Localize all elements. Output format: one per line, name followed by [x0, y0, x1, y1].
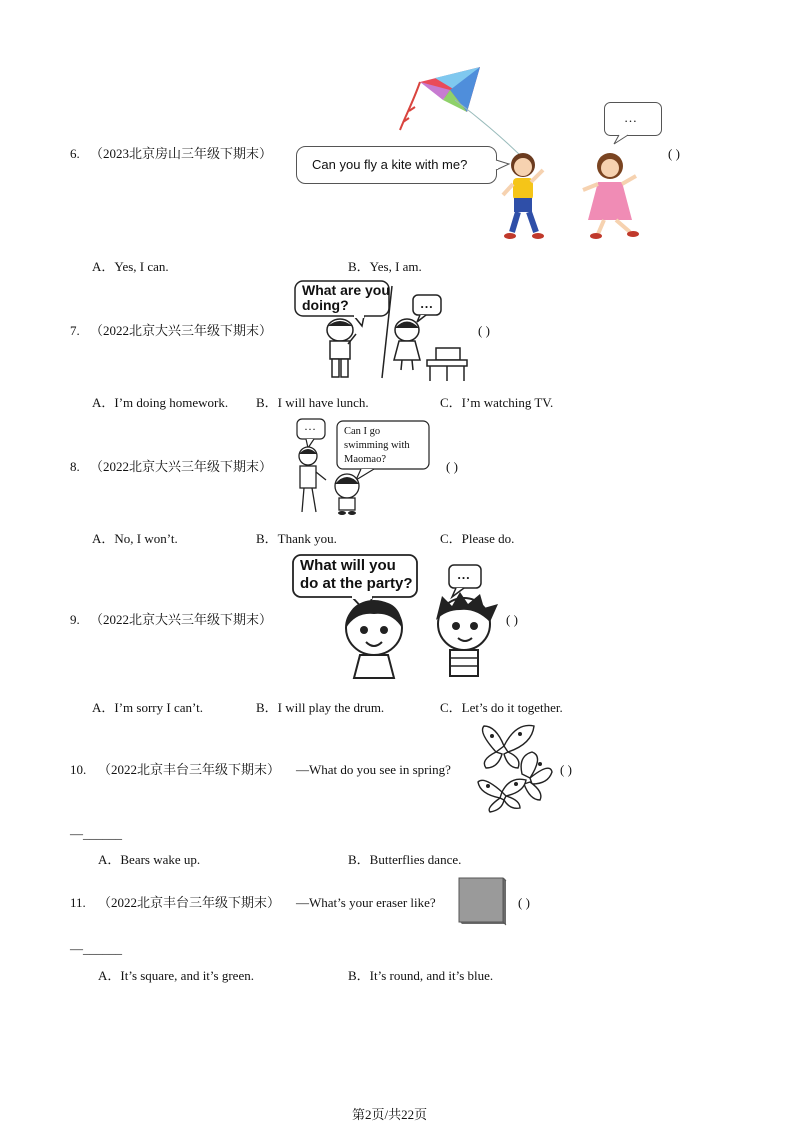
- option-b[interactable]: B．Butterflies dance.: [348, 852, 462, 867]
- answer-paren[interactable]: ( ): [560, 762, 572, 777]
- girl-with-kite-icon: [498, 150, 553, 240]
- question-number: 11.: [70, 895, 86, 910]
- bubble-text-line-1: What are you: [302, 282, 390, 298]
- option-c[interactable]: C．Let’s do it together.: [440, 700, 563, 715]
- question-source: （2022北京大兴三年级下期末）: [90, 323, 273, 338]
- butterflies-icon: [474, 722, 554, 812]
- question-source: （2022北京丰台三年级下期末）: [98, 895, 281, 910]
- answer-line[interactable]: —______: [70, 826, 122, 841]
- option-a[interactable]: A．I’m sorry I can’t.: [92, 700, 203, 715]
- option-b[interactable]: B．I will play the drum.: [256, 700, 385, 715]
- child-cartoon-icon: [330, 472, 364, 516]
- bubble-text-line-1: Can I go: [344, 426, 381, 437]
- option-b[interactable]: B．Yes, I am.: [348, 259, 422, 274]
- reply-bubble-text: …: [457, 567, 470, 582]
- question-number: 8.: [70, 459, 80, 474]
- bubble-text-line-3: Maomao?: [344, 454, 386, 465]
- option-a[interactable]: A．No, I won’t.: [92, 531, 178, 546]
- reply-bubble-text: …: [624, 110, 637, 125]
- answer-paren[interactable]: ( ): [518, 895, 530, 910]
- answer-line[interactable]: —______: [70, 941, 122, 956]
- reply-bubble-text: …: [304, 419, 316, 433]
- option-c[interactable]: C．Please do.: [440, 531, 515, 546]
- girl-in-pink-dress-icon: [578, 150, 643, 240]
- option-a[interactable]: A．Bears wake up.: [98, 852, 201, 867]
- question-number: 9.: [70, 612, 80, 627]
- question-number: 6.: [70, 146, 80, 161]
- girl-cartoon-icon: [340, 598, 410, 686]
- boy-cartoon-icon: [320, 318, 360, 380]
- page-footer: 第2页/共22页: [352, 1107, 428, 1122]
- answer-paren[interactable]: ( ): [478, 323, 490, 338]
- parent-cartoon-icon: [292, 446, 328, 516]
- question-source: （2023北京房山三年级下期末）: [90, 146, 273, 161]
- question-number: 10.: [70, 762, 87, 777]
- question-source: （2022北京大兴三年级下期末）: [90, 459, 273, 474]
- question-source: （2022北京大兴三年级下期末）: [90, 612, 273, 627]
- girl-cartoon-icon: [390, 318, 426, 372]
- answer-paren[interactable]: ( ): [668, 146, 680, 161]
- answer-paren[interactable]: ( ): [446, 459, 458, 474]
- answer-paren[interactable]: ( ): [506, 612, 518, 627]
- boy-cartoon-icon: [430, 592, 502, 686]
- question-source: （2022北京丰台三年级下期末）: [98, 762, 281, 777]
- option-a[interactable]: A．I’m doing homework.: [92, 395, 229, 410]
- bubble-text-line-2: swimming with: [344, 440, 410, 451]
- bubble-text-line-2: do at the party?: [300, 575, 413, 592]
- eraser-icon: [456, 876, 508, 926]
- bubble-text: Can you fly a kite with me?: [312, 157, 468, 172]
- bubble-text-line-1: What will you: [300, 557, 396, 574]
- option-c[interactable]: C．I’m watching TV.: [440, 395, 554, 410]
- reply-bubble-text: …: [420, 296, 433, 311]
- option-b[interactable]: B．Thank you.: [256, 531, 337, 546]
- question-number: 7.: [70, 323, 80, 338]
- option-b[interactable]: B．I will have lunch.: [256, 395, 369, 410]
- bubble-text-line-2: doing?: [302, 297, 349, 313]
- question-prompt: —What do you see in spring?: [296, 762, 451, 777]
- option-b[interactable]: B．It’s round, and it’s blue.: [348, 968, 494, 983]
- option-a[interactable]: A．It’s square, and it’s green.: [98, 968, 254, 983]
- question-prompt: —What’s your eraser like?: [296, 895, 436, 910]
- tv-table-icon: [426, 348, 468, 382]
- option-a[interactable]: A．Yes, I can.: [92, 259, 169, 274]
